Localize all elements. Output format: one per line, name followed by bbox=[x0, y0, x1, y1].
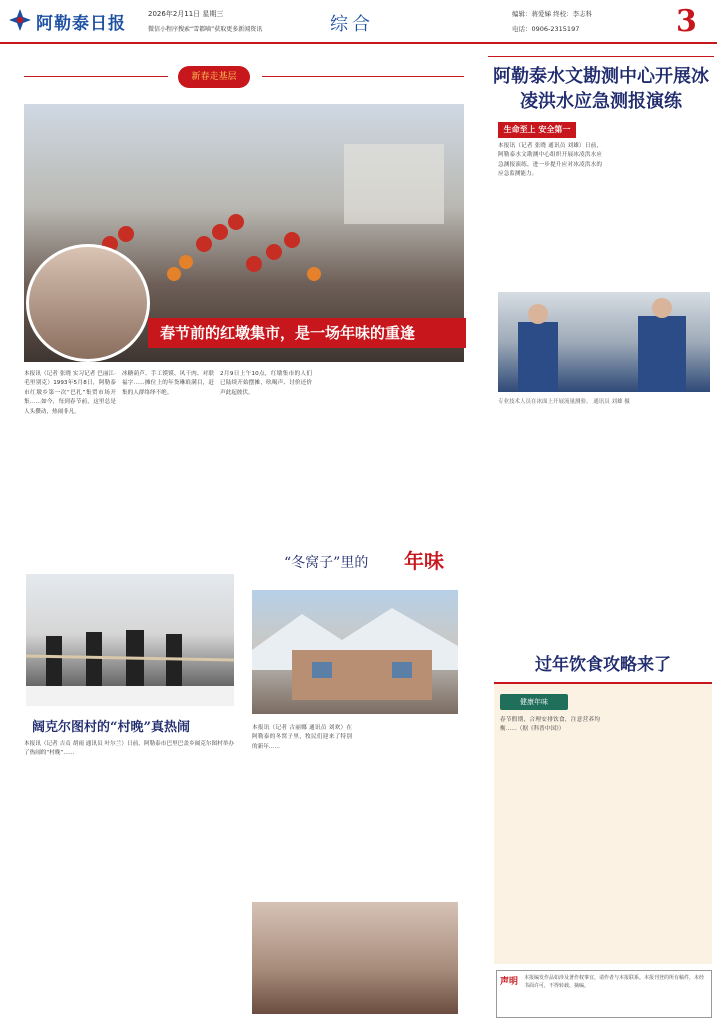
page-number: 3 bbox=[676, 4, 697, 39]
section-title: 综合 bbox=[330, 14, 374, 35]
market-inset-photo bbox=[26, 244, 150, 362]
food-guide-column-2 bbox=[606, 690, 706, 958]
column-banner: 新春走基层 bbox=[178, 66, 250, 88]
winter-camp-headline-emphasis: 年味 bbox=[404, 549, 444, 573]
hydrology-column-4 bbox=[608, 408, 712, 634]
market-column-2: 冰糖葫芦、手工馍馍、风干肉、对联福字……摊位上的年货琳琅满目，赶集的人群络绎不绝。 bbox=[122, 371, 214, 396]
hydrology-headline: 阿勒泰水文勘测中心开展冰凌洪水应急测报演练 bbox=[493, 66, 709, 112]
food-guide-headline: 过年饮食攻略来了 bbox=[535, 655, 671, 675]
contact-phone: 电话：0906-2315197 bbox=[512, 25, 580, 33]
gala-body: 本报讯（记者 吉贞 胡雨 通讯员 叶尔兰）日前，阿勒泰市巴里巴盖乡阔克尔图村举办了热闹的“村晚”…… bbox=[24, 741, 234, 757]
newspaper-name: 阿勒泰日报 bbox=[36, 14, 126, 34]
mountain-house-illustration bbox=[252, 590, 458, 714]
hydrology-column-1: 本报讯（记者 张晓 通讯员 刘雄）日前，阿勒泰水文勘测中心组织开展冰凌洪水应急测报演练，进一步提升应对冰凌洪水的应急监测能力。 bbox=[498, 143, 602, 178]
hydrology-photo bbox=[498, 292, 710, 392]
editor-credit: 编辑：蒋爱娣 终校：李志科 bbox=[512, 10, 593, 18]
food-guide-column-1: 春节假期，合理安排饮食，注意营养均衡……（据《科普中国》） bbox=[500, 717, 600, 733]
winter-camp-photo-2 bbox=[252, 902, 458, 1014]
hydrology-column-3 bbox=[498, 408, 602, 634]
wechat-line: 微信小程序搜索“雪都嘀”获取更多新闻资讯 bbox=[148, 26, 263, 33]
market-headline: 春节前的红墩集市，是一场年味的重逢 bbox=[148, 318, 466, 348]
market-column-3: 2月9日上午10点，红墩集市的人们已陆续开始摆摊，吆喝声、讨价还价声此起彼伏。 bbox=[220, 371, 312, 396]
winter-camp-headline: “冬窝子”里的 bbox=[284, 555, 369, 571]
statement-text: 本报编发作品如涉及著作权事宜，请作者与本报联系。本报刊登的所有稿件，未经书面许可，不得转载、摘编。 bbox=[524, 975, 705, 989]
gala-photo bbox=[26, 574, 234, 706]
food-guide-tag: 健康年味 bbox=[500, 694, 568, 710]
ice-survey-illustration bbox=[498, 292, 710, 392]
statement-label: 声明 bbox=[500, 977, 519, 987]
tug-of-war-illustration bbox=[26, 574, 234, 706]
masthead bbox=[0, 0, 717, 44]
issue-date: 2026年2月11日 星期三 bbox=[148, 10, 224, 18]
winter-camp-photo bbox=[252, 590, 458, 714]
winter-camp-column-2 bbox=[358, 724, 458, 894]
newspaper-logo-icon bbox=[8, 8, 32, 32]
hydrology-photo-caption: 专业技术人员在冰面上开展流量测验。 通讯员 刘雄 摄 bbox=[498, 399, 630, 405]
rule-right bbox=[262, 76, 464, 77]
rule-left bbox=[24, 76, 168, 77]
winter-camp-column-1: 本报讯（记者 古丽娜 通讯员 刘欢）在阿勒泰的冬窝子里，牧民们迎来了特别的新年…… bbox=[252, 725, 352, 750]
market-column-1: 本报讯（记者 张晓 实习记者 巴丽江·毛里别克）1993年5月8日，阿勒泰市红墩乡第一次“巴扎”集贸市场开集……如今，每到春节前，这里总是人头攒动，热闹非凡。 bbox=[24, 371, 116, 415]
rule-top-right bbox=[488, 56, 714, 57]
gala-headline: 阔克尔图村的“村晚”真热闹 bbox=[32, 720, 190, 735]
hydrology-subtitle: 生命至上 安全第一 bbox=[498, 122, 576, 138]
hydrology-column-2 bbox=[608, 122, 712, 288]
